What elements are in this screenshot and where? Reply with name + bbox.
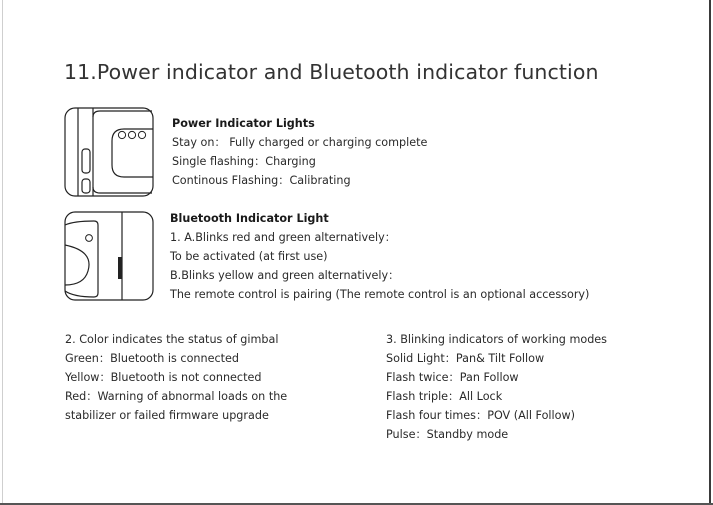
color-status-line: Green：Bluetooth is connected bbox=[65, 352, 240, 365]
power-indicator-section bbox=[172, 114, 427, 190]
working-mode-line: Solid Light：Pan& Tilt Follow bbox=[386, 352, 545, 365]
working-mode-line: Flash four times：POV (All Follow) bbox=[386, 409, 576, 422]
color-status-heading: 2. Color indicates the status of gimbal bbox=[65, 333, 279, 346]
color-status-line: Yellow：Bluetooth is not connected bbox=[65, 371, 262, 384]
working-mode-line: Flash twice：Pan Follow bbox=[386, 371, 519, 384]
color-status-line: stabilizer or failed firmware upgrade bbox=[65, 409, 269, 422]
working-modes-heading: 3. Blinking indicators of working modes bbox=[386, 333, 608, 346]
working-mode-line: Pulse：Standby mode bbox=[386, 428, 509, 441]
page-left-edge bbox=[2, 0, 3, 505]
bluetooth-line: 1. A.Blinks red and green alternatively： bbox=[170, 231, 396, 244]
page-title: 11.Power indicator and Bluetooth indicator function bbox=[64, 60, 599, 84]
bluetooth-indicator-heading: Bluetooth Indicator Light bbox=[170, 212, 329, 225]
bluetooth-indicator-section bbox=[170, 209, 589, 304]
power-line: Continous Flashing：Calibrating bbox=[172, 174, 351, 187]
bluetooth-indicator-illustration bbox=[64, 211, 156, 303]
color-status-section bbox=[65, 330, 287, 425]
color-status-line: Red：Warning of abnormal loads on the bbox=[65, 390, 288, 403]
bluetooth-line: To be activated (at first use) bbox=[170, 250, 328, 263]
page-right-edge bbox=[709, 0, 711, 505]
power-line: Single flashing：Charging bbox=[172, 155, 316, 168]
working-modes-section bbox=[386, 330, 607, 444]
power-indicator-illustration bbox=[64, 107, 156, 199]
power-line: Stay on： Fully charged or charging complete bbox=[172, 136, 428, 149]
bluetooth-line: B.Blinks yellow and green alternatively： bbox=[170, 269, 400, 282]
power-indicator-heading: Power Indicator Lights bbox=[172, 117, 315, 130]
working-mode-line: Flash triple：All Lock bbox=[386, 390, 503, 403]
bluetooth-line: The remote control is pairing (The remote control is an optional accessory) bbox=[170, 288, 590, 301]
